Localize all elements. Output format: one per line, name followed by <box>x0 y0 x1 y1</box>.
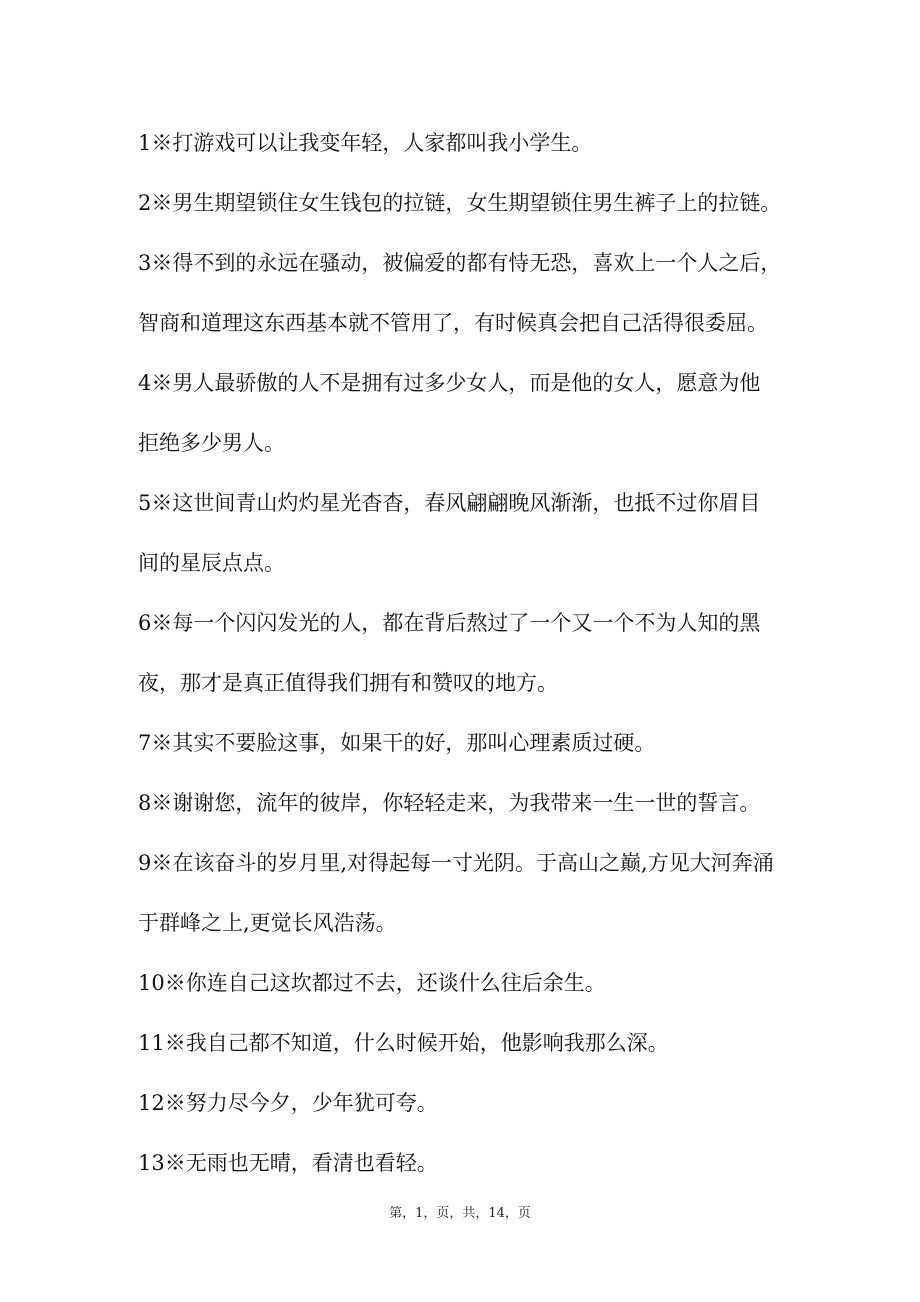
text-line: 12※努力尽今夕，少年犹可夸。 <box>138 1091 438 1115</box>
text-line: 6※每一个闪闪发光的人，都在背后熬过了一个又一个不为人知的黑 <box>138 611 761 635</box>
text-line: 1※打游戏可以让我变年轻，人家都叫我小学生。 <box>138 131 593 155</box>
text-line: 10※你连自己这坎都过不去，还谈什么往后余生。 <box>138 971 606 995</box>
text-line: 4※男人最骄傲的人不是拥有过多少女人，而是他的女人，愿意为他 <box>138 371 761 395</box>
text-line: 2※男生期望锁住女生钱包的拉链，女生期望锁住男生裤子上的拉链。 <box>138 191 782 215</box>
text-line: 5※这世间青山灼灼星光杳杳，春风翩翩晚风渐渐，也抵不过你眉目 <box>138 491 761 515</box>
text-line: 9※在该奋斗的岁月里,对得起每一寸光阴。于高山之巅,方见大河奔涌 <box>138 851 774 875</box>
text-line: 间的星辰点点。 <box>138 551 285 575</box>
text-line: 智商和道理这东西基本就不管用了，有时候真会把自己活得很委屈。 <box>138 311 768 335</box>
text-line: 13※无雨也无晴，看清也看轻。 <box>138 1151 438 1175</box>
text-line: 8※谢谢您，流年的彼岸，你轻轻走来，为我带来一生一世的誓言。 <box>138 791 761 815</box>
text-line: 夜，那才是真正值得我们拥有和赞叹的地方。 <box>138 671 558 695</box>
text-line: 拒绝多少男人。 <box>138 431 285 455</box>
text-line: 于群峰之上,更觉长风浩荡。 <box>138 911 397 935</box>
page-footer: 第，1，页，共，14，页 <box>389 1206 531 1221</box>
text-line: 7※其实不要脸这事，如果干的好，那叫心理素质过硬。 <box>138 731 656 755</box>
text-line: 11※我自己都不知道，什么时候开始，他影响我那么深。 <box>138 1031 669 1055</box>
text-line: 3※得不到的永远在骚动，被偏爱的都有恃无恐，喜欢上一个人之后， <box>138 251 782 275</box>
